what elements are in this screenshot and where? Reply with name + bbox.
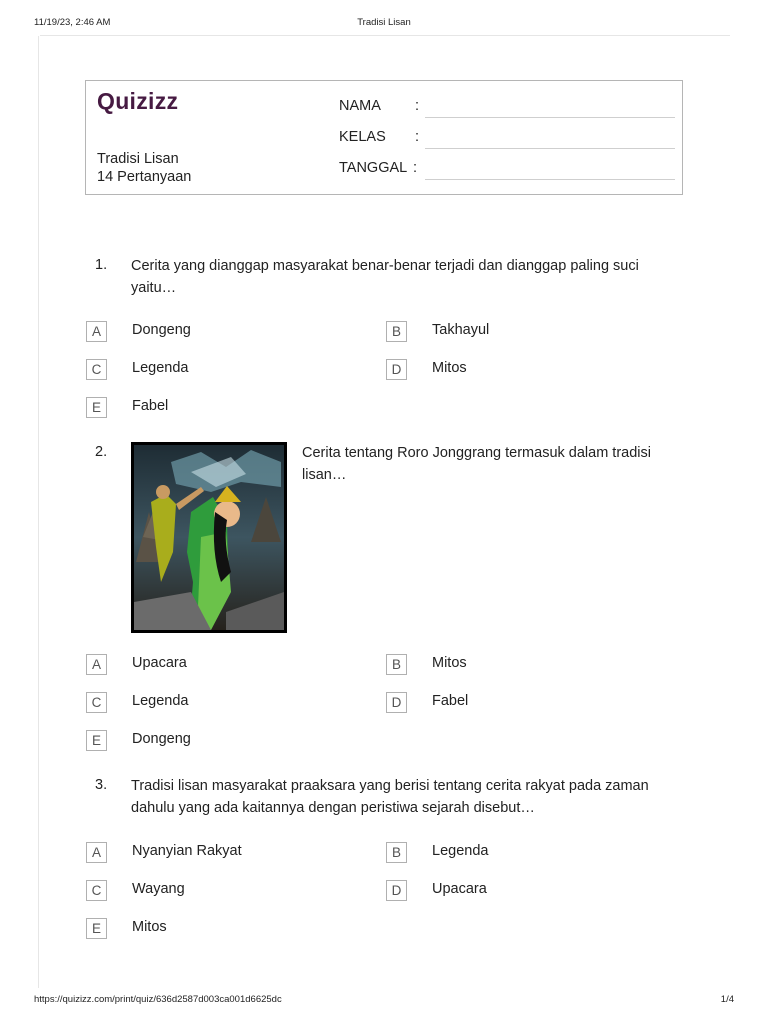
field-line	[425, 148, 675, 149]
option-letter: E	[86, 918, 107, 939]
option-text: Mitos	[432, 655, 467, 671]
field-label: TANGGAL	[339, 160, 408, 176]
question-2-number: 2.	[95, 444, 108, 460]
option-text: Legenda	[132, 360, 189, 376]
field-label: NAMA	[339, 98, 381, 114]
option-letter: D	[386, 880, 407, 901]
option-letter: A	[86, 842, 107, 863]
option-text: Mitos	[432, 360, 467, 376]
option-letter: D	[386, 359, 407, 380]
option-letter: E	[86, 397, 107, 418]
field-colon: :	[415, 129, 420, 145]
option-text: Takhayul	[432, 322, 490, 338]
question-3-number: 3.	[95, 777, 108, 793]
option-letter: A	[86, 321, 107, 342]
page-number: 1/4	[720, 994, 734, 1005]
field-nama	[339, 98, 675, 118]
option-letter: D	[386, 692, 407, 713]
print-url: https://quizizz.com/print/quiz/636d2587d003ca001d6625dc	[34, 994, 282, 1005]
field-colon: :	[413, 160, 418, 176]
option-text: Legenda	[132, 693, 189, 709]
option-text: Dongeng	[132, 322, 191, 338]
option-text: Mitos	[132, 919, 167, 935]
option-letter: C	[86, 692, 107, 713]
page-left-rule	[38, 36, 39, 988]
question-2-text: Cerita tentang Roro Jonggrang termasuk dalam tradisi lisan…	[302, 445, 651, 483]
option-letter: B	[386, 842, 407, 863]
quiz-title: Tradisi Lisan	[97, 151, 179, 167]
quizizz-logo-wordmark	[97, 89, 185, 115]
option-text: Upacara	[132, 655, 187, 671]
svg-text:Quizizz: Quizizz	[97, 89, 179, 114]
print-header	[34, 17, 734, 31]
option-letter: C	[86, 880, 107, 901]
field-colon: :	[415, 98, 420, 114]
option-letter: A	[86, 654, 107, 675]
option-text: Upacara	[432, 881, 487, 897]
print-datetime: 11/19/23, 2:46 AM	[34, 17, 111, 28]
question-count: 14 Pertanyaan	[97, 169, 192, 185]
option-text: Fabel	[432, 693, 469, 709]
option-letter: B	[386, 654, 407, 675]
field-line	[425, 179, 675, 180]
option-text: Nyanyian Rakyat	[132, 843, 242, 859]
page-top-rule	[40, 35, 730, 36]
option-text: Fabel	[132, 398, 169, 414]
question-3-text: Tradisi lisan masyarakat praaksara yang berisi tentang cerita rakyat pada zaman dahulu yang ada kaitannya dengan peristiwa sejarah disebut…	[131, 778, 649, 816]
field-label: KELAS	[339, 129, 386, 145]
field-line	[425, 117, 675, 118]
worksheet-header	[85, 80, 683, 195]
option-letter: C	[86, 359, 107, 380]
option-text: Wayang	[132, 881, 185, 897]
field-kelas	[339, 129, 675, 149]
roro-jonggrang-illustration-icon	[131, 442, 287, 633]
print-title: Tradisi Lisan	[357, 17, 411, 28]
question-2-image	[131, 442, 287, 633]
option-letter: B	[386, 321, 407, 342]
question-1-text: Cerita yang dianggap masyarakat benar-benar terjadi dan dianggap paling suci yaitu…	[131, 258, 639, 296]
field-tanggal	[339, 160, 675, 180]
question-1-number: 1.	[95, 257, 108, 273]
quizizz-logo	[97, 89, 185, 115]
option-text: Legenda	[432, 843, 489, 859]
option-text: Dongeng	[132, 731, 191, 747]
option-letter: E	[86, 730, 107, 751]
